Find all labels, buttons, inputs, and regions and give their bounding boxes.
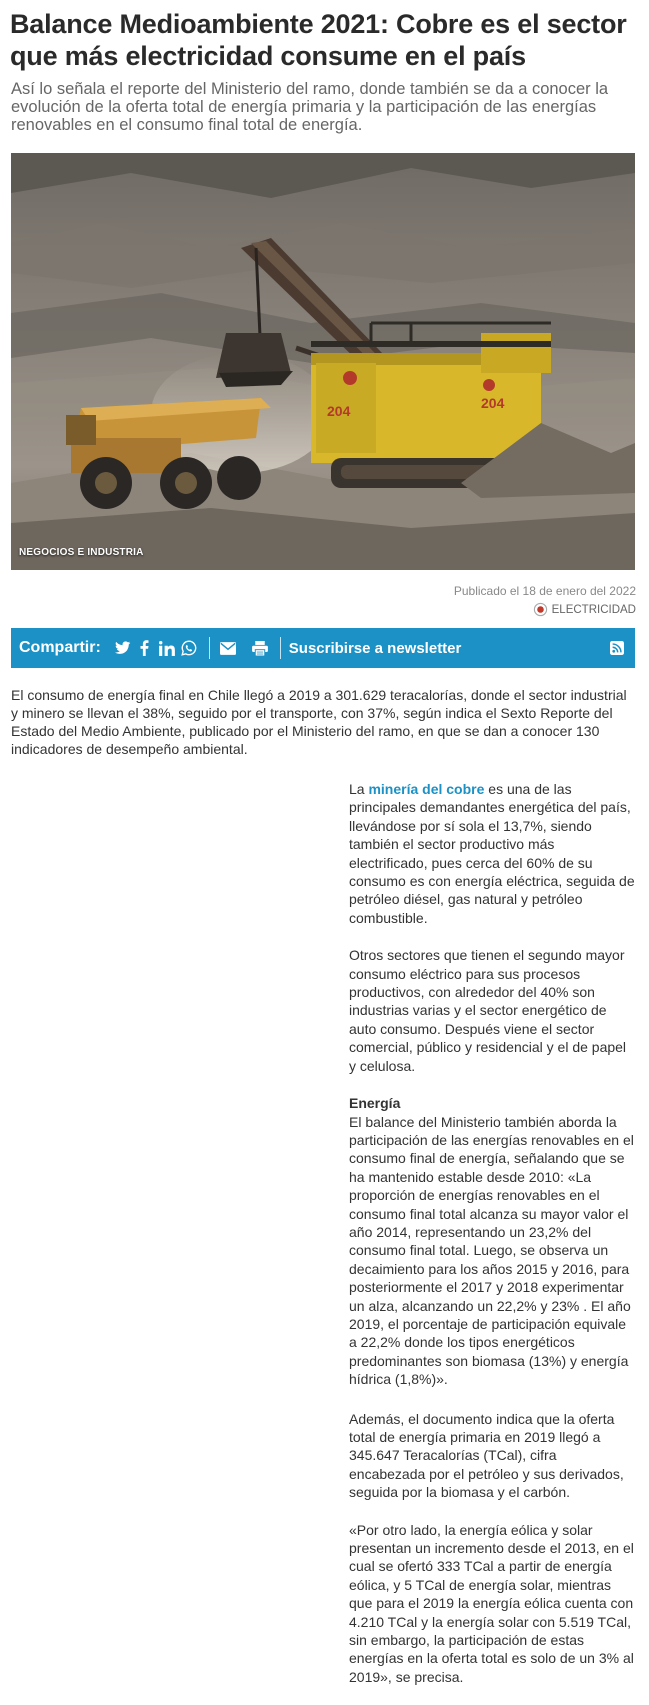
article-title: Balance Medioambiente 2021: Cobre es el sector que más electricidad consume en el país xyxy=(10,9,627,71)
article-lead: El consumo de energía final en Chile llegó a 2019 a 301.629 teracalorías, donde el sector industrial y minero se llevan el 38%, seguido por el transporte, con 37%, según indica el Sexto Reporte del Estado del Medio Ambiente, publicado por el Ministerio del ramo, en que se dan a conocer 130 indicadores de desempeño ambiental. xyxy=(11,687,627,757)
subheading-energy: Energía xyxy=(349,1095,401,1112)
copper-mining-link[interactable]: minería del cobre xyxy=(368,781,485,797)
paragraph-copper xyxy=(349,780,635,927)
hero-image xyxy=(11,153,635,570)
linkedin-icon[interactable] xyxy=(157,637,177,659)
mining-photo xyxy=(11,153,635,570)
mail-icon[interactable] xyxy=(218,637,238,659)
facebook-icon[interactable] xyxy=(135,637,155,659)
share-label: Compartir: xyxy=(19,639,101,656)
paragraph-energy xyxy=(349,1094,635,1389)
truck-number-right: 204 xyxy=(481,395,505,411)
rss-icon[interactable] xyxy=(607,637,627,659)
twitter-icon[interactable] xyxy=(113,637,133,659)
category-link[interactable] xyxy=(533,602,636,617)
p3-text: El balance del Ministerio también aborda la participación de las energías renovables en el consumo final de energía, señalando que se ha mantenido estable desde 2010: «La proporción de energías renovables en el consumo final total alcanza su mayor valor el año 2014, representando un 23,2% del consumo final total. Luego, se observa un decaimiento para los años 2015 y 2016, para posteriormente el 2017 y 2018 experimentar un alza, alcanzando un 22,2% y 23% . El año 2019, el porcentaje de participación equivale a 22,2% donde los tipos energéticos predominantes son biomasa (13%) y energía hídrica (1,8%)». xyxy=(349,1113,634,1388)
article-subtitle: Así lo señala el reporte del Ministerio del ramo, donde también se da a conocer la evolución de la oferta total de energía primaria y la participación de las energías renovables en el consumo final total de energía. xyxy=(11,80,609,134)
category-label: ELECTRICIDAD xyxy=(551,603,636,616)
p1-prefix: La xyxy=(349,781,369,797)
newsletter-link[interactable]: Suscribirse a newsletter xyxy=(288,639,462,657)
share-divider xyxy=(280,637,281,659)
paragraph-wind-solar: «Por otro lado, la energía eólica y solar presentan un incremento desde el 2013, en el cual se ofertó 333 TCal a partir de energía eólica, y 5 TCal de energía solar, mientras que para el 2019 la energía eólica cuenta con 4.210 TCal y la energía solar con 5.519 TCal, sin embargo, la participación de estas energías en la oferta total es solo de un 3% al 2019», se precisa. xyxy=(349,1521,634,1685)
truck-number-left: 204 xyxy=(327,403,351,419)
print-icon[interactable] xyxy=(250,637,270,659)
share-bar xyxy=(11,628,635,668)
paragraph-other-sectors: Otros sectores que tienen el segundo mayor consumo eléctrico para sus procesos productivos, con alrededor del 40% son industrias varias y el sector energético de auto consumo. Después viene el sector comercial, público y residencial y el de papel y celulosa. xyxy=(349,947,627,1074)
article-body xyxy=(349,780,635,1705)
share-divider xyxy=(209,637,210,659)
p1-text: es una de las principales demandantes energética del país, llevándose por sí sola el 13,7%, siendo también el sector productivo más electrificado, pues cerca del 60% de su consumo es con energía eléctrica, seguida de petróleo diésel, gas natural y petróleo combustible. xyxy=(349,781,635,926)
whatsapp-icon[interactable] xyxy=(179,637,199,659)
category-icon xyxy=(533,602,548,617)
publish-date: Publicado el 18 de enero del 2022 xyxy=(453,584,636,598)
image-category-tag[interactable]: NEGOCIOS E INDUSTRIA xyxy=(19,547,144,558)
paragraph-primary-supply: Además, el documento indica que la oferta total de energía primaria en 2019 llegó a 345.647 Teracalorías (TCal), cifra encabezada por el petróleo y sus derivados, seguida por la biomasa y el carbón. xyxy=(349,1410,624,1501)
